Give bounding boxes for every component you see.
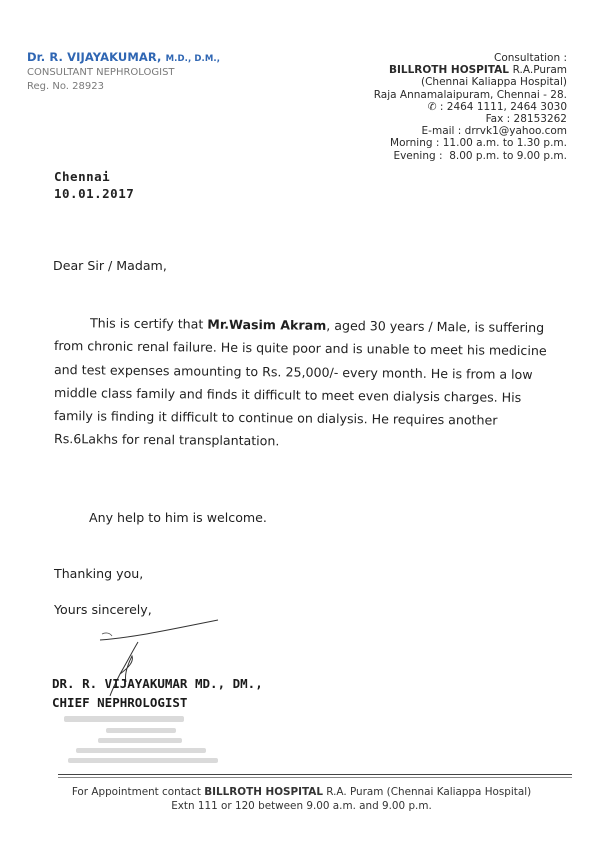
thanking-line: Thanking you,: [54, 566, 144, 581]
paragraph-line-4: middle class family and finds it difficult to meet even dialysis charges. His: [53, 384, 522, 405]
salutation: Dear Sir / Madam,: [53, 258, 167, 273]
paragraph-line-5: family is finding it difficult to continue on dialysis. He requires another: [53, 408, 498, 428]
paragraph-line-1-start: This is certify that: [89, 315, 208, 332]
help-line: Any help to him is welcome.: [89, 510, 267, 525]
patient-name: Mr.Wasim Akram: [207, 316, 327, 333]
morning-hours: Morning : 11.00 a.m. to 1.30 p.m.: [390, 137, 567, 150]
hospital-area: R.A.Puram: [512, 64, 567, 77]
paragraph-line-6: Rs.6Lakhs for renal transplantation.: [53, 431, 280, 449]
paragraph-line-1-end: , aged 30 years / Male, is suffering: [326, 317, 545, 336]
letterhead-doctor-block: [27, 50, 220, 94]
hospital-fax: Fax : 28153262: [485, 113, 567, 126]
signer-name: DR. R. VIJAYAKUMAR MD., DM.,: [52, 676, 263, 691]
faded-stamp: [62, 714, 232, 770]
footer-divider-thin: [58, 777, 572, 778]
paragraph-line-3: and test expenses amounting to Rs. 25,000/- every month. He is from a low: [53, 361, 533, 382]
stamp-impression: [62, 714, 232, 766]
hospital-phone: ✆ : 2464 1111, 2464 3030: [427, 100, 567, 113]
certificate-paragraph: [53, 311, 547, 451]
paragraph-line-2: from chronic renal failure. He is quite poor and is unable to meet his medicine: [53, 338, 547, 359]
hospital-alt-name: (Chennai Kaliappa Hospital): [421, 76, 567, 89]
hospital-name-line: [374, 64, 567, 76]
signer-block: [52, 674, 263, 712]
footer-suffix: R.A. Puram (Chennai Kaliappa Hospital): [326, 786, 532, 798]
letterhead-hospital-block: [374, 52, 567, 162]
footer-line-2: Extn 111 or 120 between 9.00 a.m. and 9.00 p.m.: [171, 800, 432, 812]
footer-divider: [58, 774, 572, 775]
signer-title: CHIEF NEPHROLOGIST: [52, 695, 188, 710]
signature-stroke: [102, 633, 112, 636]
closing-line: Yours sincerely,: [54, 602, 152, 617]
doctor-email: E-mail : drrvk1@yahoo.com: [421, 125, 567, 138]
letter-city: Chennai: [54, 169, 111, 184]
letter-date: 10.01.2017: [54, 186, 135, 201]
signature-stroke: [100, 620, 218, 640]
appointment-footer: [0, 785, 603, 813]
consultation-label: Consultation :: [494, 52, 567, 64]
hospital-address: Raja Annamalaipuram, Chennai - 28.: [373, 88, 567, 101]
doctor-name: [27, 50, 220, 66]
doctor-degrees: M.D., D.M.,: [165, 54, 221, 64]
evening-hours: Evening : 8.00 p.m. to 9.00 p.m.: [393, 149, 567, 162]
footer-line-1: [0, 785, 603, 799]
doctor-name-text: Dr. R. VIJAYAKUMAR,: [27, 50, 162, 64]
footer-prefix: For Appointment contact: [71, 786, 201, 798]
registration-number: Reg. No. 28923: [27, 81, 104, 92]
date-block: [54, 168, 134, 202]
doctor-title: CONSULTANT NEPHROLOGIST: [27, 67, 175, 78]
footer-hospital: BILLROTH HOSPITAL: [204, 786, 323, 798]
hospital-name: BILLROTH HOSPITAL: [389, 64, 509, 77]
